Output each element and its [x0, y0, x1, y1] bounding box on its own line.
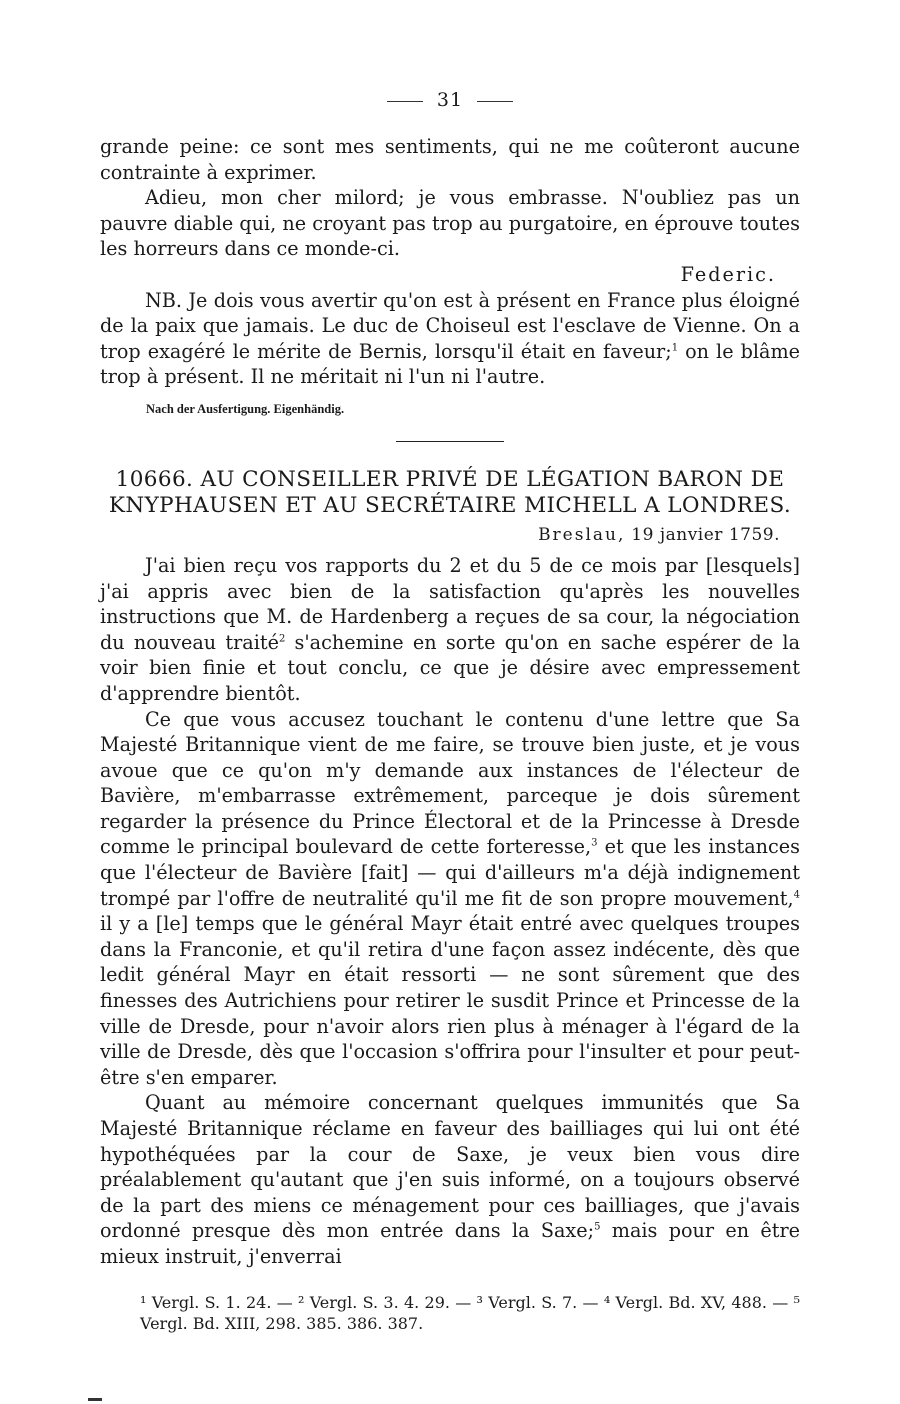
- p2-text-b: et que les instances que l'électeur de Bavière [fait] — qui d'ailleurs m'a déjà indignement trompé par l'offre de neutralité qu'il me fit de son propre mouvement,: [100, 835, 800, 910]
- postscript-nb: [100, 288, 800, 390]
- source-note: Nach der Ausfertigung. Eigenhändig.: [146, 401, 345, 416]
- dateline-place: Breslau,: [538, 524, 626, 545]
- paragraph-adieu: Adieu, mon cher milord; je vous embrasse. N'oubliez pas un pauvre diable qui, ne croyant pas trop au purgatoire, en éprouve toutes les horreurs dans ce monde-ci.: [100, 186, 800, 261]
- dateline-date: 19 janvier 1759.: [625, 524, 780, 545]
- footnote-ref: 4: [793, 889, 800, 901]
- letter-heading: 10666. AU CONSEILLER PRIVÉ DE LÉGATION BARON DE KNYPHAUSEN ET AU SECRÉTAIRE MICHELL A LONDRES.: [108, 466, 792, 518]
- body-text: [100, 134, 800, 390]
- page-number-text: 31: [436, 89, 464, 111]
- footnotes: ¹ Vergl. S. 1. 24. — ² Vergl. S. 3. 4. 29. — ³ Vergl. S. 7. — ⁴ Vergl. Bd. XV, 488. — ⁵ Vergl. Bd. XIII, 298. 385. 386. 387.: [140, 1292, 800, 1333]
- nb-text-end: on le blâme trop à présent. Il ne méritait ni l'un ni l'autre.: [100, 339, 800, 389]
- footnote-ref: 2: [278, 633, 286, 645]
- page-edge-mark: [88, 1398, 102, 1401]
- letter-paragraph-3: [100, 1090, 800, 1269]
- folio-dash-right: [477, 101, 513, 102]
- p2-text-a: Ce que vous accusez touchant le contenu d'une lettre que Sa Majesté Britannique vient de me faire, se trouve bien juste, et je vous avoue que ce qu'on m'y demande aux instances de l'électeur de Bavière, m'embarrasse extrêmement, parceque je dois sûrement regarder la présence du Prince Électoral et de la Princesse à Dresde comme le principal boulevard de cette forteresse,: [100, 707, 800, 859]
- letter-paragraph-1: [100, 553, 800, 707]
- letter-paragraph-2: [100, 707, 800, 1091]
- signature: Federic.: [680, 262, 776, 286]
- folio-dash-left: [387, 101, 423, 102]
- dateline: [100, 525, 780, 545]
- p3-text-b: mais pour en être mieux instruit, j'enverrai: [100, 1219, 800, 1268]
- p3-text-a: Quant au mémoire concernant quelques immunités que Sa Majesté Britannique réclame en faveur des bailliages qui lui ont été hypothéquées par la cour de Saxe, je veux bien vous dire préalablement qu'autant que j'en suis informé, on a toujours observé de la part des miens ce ménagement pour ces bailliages, que j'avais ordonné presque dès mon entrée dans la Saxe;: [100, 1091, 800, 1243]
- page-number: [100, 86, 800, 114]
- nb-text: NB. Je dois vous avertir qu'on est à présent en France plus éloigné de la paix que jamais. Le duc de Choiseul est l'esclave de Vienne. On a trop exagéré le mérite de Bernis, lorsqu'il était en faveur;: [100, 288, 800, 363]
- document-page: [100, 86, 800, 1334]
- footnote-ref: 1: [671, 342, 679, 354]
- p2-text-c: il y a [le] temps que le général Mayr était entré avec quelques troupes dans la Franconie, et qu'il retira d'une façon assez indécente, dès que ledit général Mayr en était ressorti — ne sont sûrement que des finesses des Autrichiens pour retirer le susdit Prince et Princesse de la ville de Dresde, pour n'avoir alors rien plus à ménager à l'égard de la ville de Dresde, dès que l'occasion s'offrira pour l'insulter et pour peut-être s'en emparer.: [100, 912, 800, 1089]
- p1-text-a: J'ai bien reçu vos rapports du 2 et du 5 de ce mois par [lesquels] j'ai appris avec bien de la satisfaction qu'après les nouvelles instructions que M. de Hardenberg a reçues de sa cour, la négociation du nouveau traité: [100, 553, 800, 654]
- footnote-ref: 5: [594, 1221, 601, 1233]
- section-divider: [396, 441, 504, 442]
- letter-body: [100, 553, 800, 1270]
- footnote-ref: 3: [591, 838, 598, 850]
- paragraph-continuation: grande peine: ce sont mes sentiments, qui ne me coûteront aucune contrainte à exprimer.: [100, 135, 800, 184]
- p1-text-b: s'achemine en sorte qu'on en sache espérer de la voir bien finie et tout conclu, ce que je désire avec empressement d'apprendre bientôt.: [100, 630, 801, 705]
